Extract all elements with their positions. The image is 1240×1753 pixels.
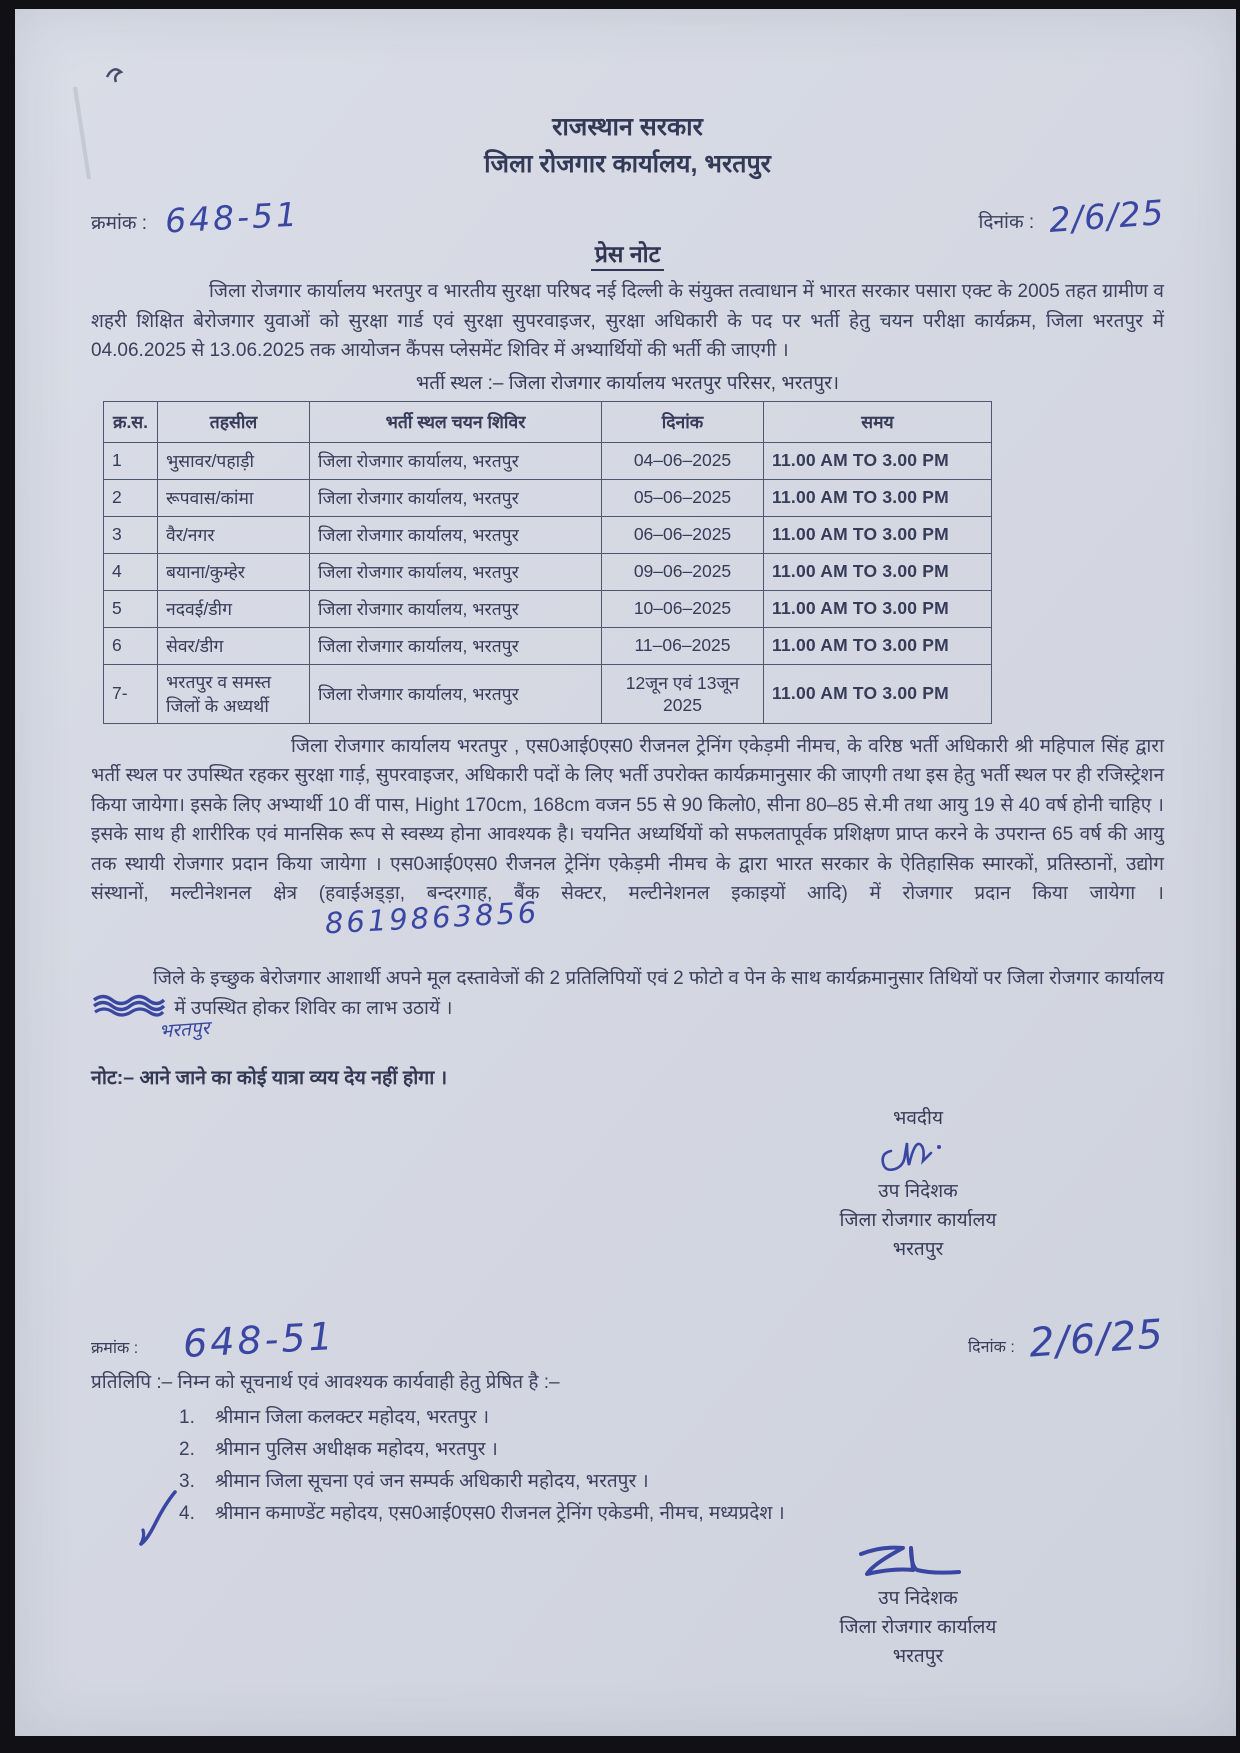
- col-header-tehsil: तहसील: [158, 401, 310, 442]
- date-top: [978, 193, 1166, 241]
- org-name-line2: जिला रोजगार कार्यालय, भरतपुर: [484, 150, 771, 178]
- table-row: 5 नदवई/डीग जिला रोजगार कार्यालय, भरतपुर 10–06–2025 11.00 AM TO 3.00 PM: [104, 590, 992, 627]
- checkmark-icon: [137, 1486, 193, 1548]
- copy-distribution-heading: प्रतिलिपि :– निम्न को सूचनार्थ एवं आवश्यक कार्यवाही हेतु प्रेषित है :–: [91, 1372, 560, 1393]
- col-header-venue: भर्ती स्थल चयन शिविर: [310, 401, 602, 442]
- venue-line: भर्ती स्थल :– जिला रोजगार कार्यालय भरतपुर परिसर, भरतपुर।: [415, 372, 840, 394]
- instructions-paragraph: जिले के इच्छुक बेरोजगार आशार्थी अपने मूल दस्तावेजों की 2 प्रतिलिपियों एवं 2 फोटो व पेन के साथ कार्यक्रमानुसार तिथियों पर जिला रोजगार कार्यालय भरतपुर में उपस्थित होकर शिविर का लाभ उठायें ।: [91, 964, 1164, 1023]
- ink-scribble-icon: [91, 992, 169, 1020]
- reference-row-top: [91, 193, 1166, 241]
- handwritten-correction: भरतपुर: [158, 1016, 211, 1043]
- signature-scribble: [873, 1133, 963, 1177]
- signatory-city: भरतपुर: [892, 1646, 944, 1667]
- ref-value-handwritten: 648-51: [181, 1314, 337, 1366]
- list-item: 3. श्रीमान जिला सूचना एवं जन सम्पर्क अधिकारी महोदय, भरतपुर ।: [179, 1471, 649, 1492]
- document-title: प्रेस नोट: [91, 237, 1164, 269]
- date-value-handwritten: 2/6/25: [1047, 193, 1166, 241]
- signatory-city: भरतपुर: [892, 1239, 944, 1260]
- signature-block-bottom: [768, 1540, 1068, 1671]
- list-item: 4. श्रीमान कमाण्डेंट महोदय, एस0आई0एस0 रीजनल ट्रेनिंग एकेडमी, नीमच, मध्यप्रदेश ।: [91, 1498, 1164, 1530]
- list-item: 2. श्रीमान पुलिस अधीक्षक महोदय, भरतपुर ।: [179, 1439, 498, 1460]
- intro-paragraph: जिला रोजगार कार्यालय भरतपुर व भारतीय सुरक्षा परिषद नई दिल्ली के संयुक्त तत्वाधान में भारत सरकार पसारा एक्ट के 2005 तहत ग्रामीण व शहरी शिक्षित बेरोजगार युवाओं को सुरक्षा गार्ड एवं सुरक्षा सुपरवाइजर, सुरक्षा अधिकारी के पद पर भर्ती हेतु चयन परीक्षा कार्यक्रम, जिला भरतपुर में 04.06.2025 से 13.06.2025 तक आयोजन कैंपस प्लेसमेंट शिविर में अभ्यार्थियों की भर्ती की जाएगी ।: [91, 281, 1164, 361]
- scribbled-out-word: [91, 994, 211, 1043]
- body-paragraph: जिला रोजगार कार्यालय भरतपुर , एस0आई0एस0 रीजनल ट्रेनिंग एकेड़मी नीमच, के वरिष्ठ भर्ती अधिकारी श्री महिपाल सिंह द्वारा भर्ती स्थल पर उपस्थित रहकर सुरक्षा गार्ड़, सुपरवाइजर, अधिकारी पदों के लिए भर्ती उपरोक्त कार्यक्रमानुसार की जाएगी तथा इस हेतु भर्ती स्थल पर ही रजिस्ट्रेशन किया जायेगा। इसके लिए अभ्यार्थी 10 वीं पास, Hight 170cm, 168cm वजन 55 से 90 किलो0, सीना 80–85 से.मी तथा आयु 19 से 40 वर्ष होनी चाहिए । इसके साथ ही शारीरिक एवं मानसिक रूप से स्वस्थ्य होना आवश्यक है। चयनित अध्यर्थियों को सफलतापूर्वक प्रशिक्षण प्राप्त करने के उपरान्त 65 वर्ष की आयु तक स्थायी रोजगार प्रदान किया जायेगा । एस0आई0एस0 रीजनल ट्रेनिंग एकेड़मी नीमच के द्वारा भारत सरकार के ऐतिहासिक स्मारकों, प्रतिस्ठानों, उद्योग संस्थानों, मल्टीनेशनल क्षेत्र (हवाईअड्ड़ा, बन्दरगाह, बैंक सेक्टर, मल्टीनेशनल इकाइयों आदि) में रोजगार प्रदान किया जायेगा ।8619863856: [91, 732, 1164, 939]
- copy-distribution-list: [91, 1402, 1164, 1530]
- table-row: 1 भुसावर/पहाड़ी जिला रोजगार कार्यालय, भरतपुर 04–06–2025 11.00 AM TO 3.00 PM: [104, 442, 992, 479]
- list-item: 1. श्रीमान जिला कलक्टर महोदय, भरतपुर ।: [179, 1407, 490, 1428]
- col-header-date: दिनांक: [602, 401, 764, 442]
- reference-row-bottom: [91, 1311, 1166, 1367]
- date-bottom: [967, 1311, 1166, 1367]
- signatory-office: जिला रोजगार कार्यालय: [839, 1210, 997, 1231]
- ref-value-handwritten: 648-51: [164, 194, 302, 241]
- letterhead: [91, 109, 1164, 183]
- signatory-designation: उप निदेशक: [878, 1588, 958, 1609]
- org-name-line1: राजस्थान सरकार: [552, 113, 703, 141]
- pencil-scratch-mark: [63, 61, 133, 181]
- salutation: भवदीय: [893, 1108, 943, 1129]
- ref-number-top: [91, 194, 302, 241]
- table-row: 3 वैर/नगर जिला रोजगार कार्यालय, भरतपुर 06–06–2025 11.00 AM TO 3.00 PM: [104, 516, 992, 553]
- table-header-row: [104, 401, 992, 442]
- note-line: नोट:– आने जाने का कोई यात्रा व्यय देय नहीं होगा ।: [91, 1067, 448, 1089]
- recruitment-schedule-table: [103, 401, 992, 724]
- signature-block-top: [768, 1104, 1068, 1264]
- ref-label: क्रमांक :: [91, 213, 148, 234]
- signature-scribble: [853, 1540, 983, 1584]
- signatory-office: जिला रोजगार कार्यालय: [839, 1617, 997, 1638]
- signatory-designation: उप निदेशक: [878, 1181, 958, 1202]
- phone-number-handwritten: 8619863856: [324, 894, 541, 940]
- col-header-time: समय: [764, 401, 992, 442]
- ref-label: क्रमांक :: [91, 1340, 139, 1357]
- table-row: 6 सेवर/डीग जिला रोजगार कार्यालय, भरतपुर 11–06–2025 11.00 AM TO 3.00 PM: [104, 627, 992, 664]
- date-label: दिनांक :: [967, 1339, 1015, 1356]
- table-row: 7- भरतपुर व समस्त जिलों के अध्यर्थी जिला रोजगार कार्यालय, भरतपुर 12जून एवं 13जून 2025 11.00 AM TO 3.00 PM: [104, 664, 992, 723]
- ref-number-bottom: [91, 1314, 337, 1366]
- table-row: 2 रूपवास/कांमा जिला रोजगार कार्यालय, भरतपुर 05–06–2025 11.00 AM TO 3.00 PM: [104, 479, 992, 516]
- scanned-page: [15, 9, 1236, 1736]
- date-label: दिनांक :: [978, 212, 1035, 233]
- table-row: 4 बयाना/कुम्हेर जिला रोजगार कार्यालय, भरतपुर 09–06–2025 11.00 AM TO 3.00 PM: [104, 553, 992, 590]
- col-header-sn: क्र.स.: [104, 401, 158, 442]
- date-value-handwritten: 2/6/25: [1027, 1311, 1166, 1367]
- page-content: [15, 9, 1236, 1736]
